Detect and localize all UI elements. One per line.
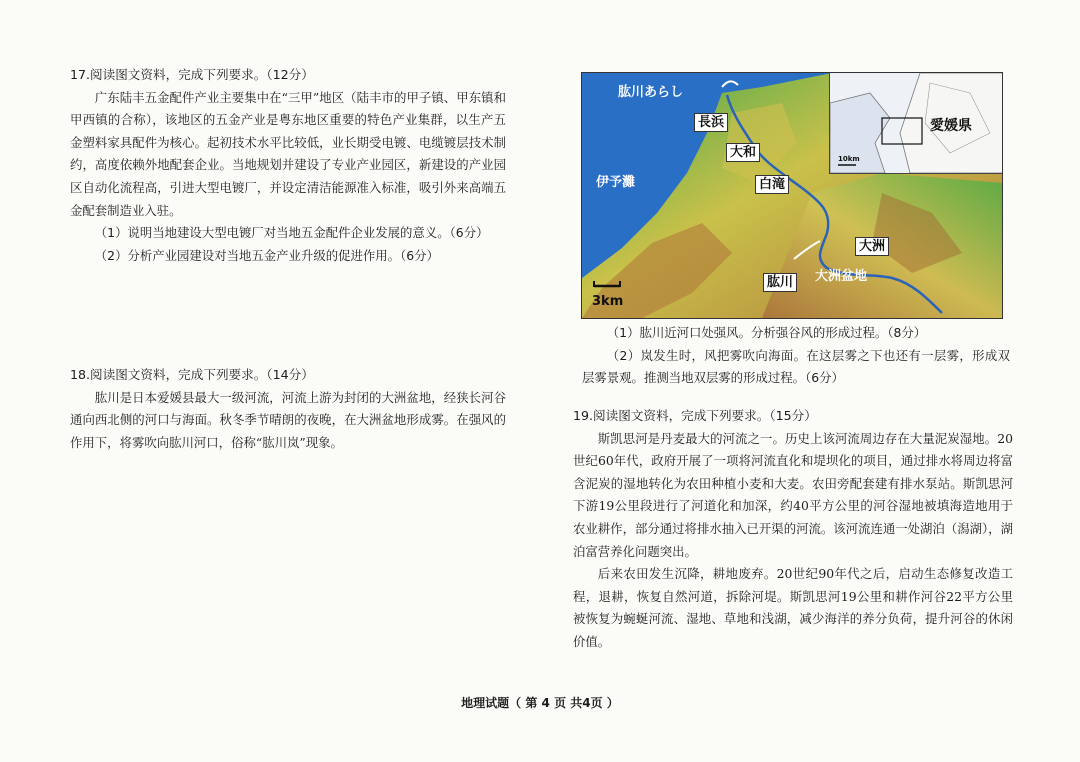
yamato-label: 大和 xyxy=(726,143,760,162)
question-19 xyxy=(573,405,1013,654)
hijikawa-relief-map xyxy=(581,72,1003,319)
footer-subject: 地理试题（ xyxy=(461,696,522,710)
q17-subquestion-2: （2）分析产业园建设对当地五金产业升级的促进作用。（6分） xyxy=(94,247,439,263)
scale-label: 3km xyxy=(592,294,624,309)
ehime-label: 愛媛県 xyxy=(930,118,972,134)
question-17 xyxy=(70,64,506,267)
ehime-inset-map xyxy=(829,73,1003,174)
ozu-label: 大洲 xyxy=(855,237,889,256)
q18-subquestion-2: （2）岚发生时，风把雾吹向海面。在这层雾之下也还有一层雾，形成双层雾景观。推测当地双层雾的形成过程。（6分） xyxy=(582,347,1010,386)
footer-close: ） xyxy=(606,696,619,710)
q19-paragraph-2: 后来农田发生沉降，耕地废弃。20世纪90年代之后，启动生态修复改造工程，退耕，恢复自然河道，拆除河堤。斯凯思河19公里和耕作河谷22平方公里被恢复为蜿蜒河流、湿地、草地和浅湖，减少海洋的养分负荷，提升河谷的休闲价值。 xyxy=(573,566,1013,649)
q19-paragraph-1: 斯凯思河是丹麦最大的河流之一。历史上该河流周边存在大量泥炭湿地。20世纪60年代，政府开展了一项将河流直化和堤坝化的项目，通过排水将周边将富含泥炭的湿地转化为农田种植小麦和大麦。农田旁配套建有排水泵站。斯凯思河下游19公里段进行了河道化和加深，约40平方公里的河谷湿地被填海造地用于农业耕作，部分通过将排水抽入已开渠的河流。该河流连通一处湖泊（潟湖），湖泊富营养化问题突出。 xyxy=(573,430,1013,559)
question-18 xyxy=(70,364,506,454)
q17-paragraph: 广东陆丰五金配件产业主要集中在“三甲”地区（陆丰市的甲子镇、甲东镇和甲西镇的合称），该地区的五金产业是粤东地区重要的特色产业集群，以生产五金塑料家具配件为核心。起初技术水平比较低，业长期受电镀、电缆镀层技术制约，高度依赖外地配套企业。当地规划并建设了专业产业园区，新建设的产业园区自动化流程高，引进大型电镀厂，并设定清洁能源准入标准，吸引外来高端五金配套制造业入驻。 xyxy=(70,89,506,218)
ozu-basin-label: 大洲盆地 xyxy=(815,269,868,284)
q17-subquestion-1: （1）说明当地建设大型电镀厂对当地五金配件企业发展的意义。（6分） xyxy=(94,225,489,241)
footer-page-number: 第 4 页 共4页 xyxy=(525,696,603,710)
shirataki-label: 白滝 xyxy=(755,175,789,194)
q18-paragraph: 肱川是日本爱媛县最大一级河流，河流上游为封闭的大洲盆地，经狭长河谷通向西北侧的河口与海面。秋冬季节晴朗的夜晚，在大洲盆地形成雾。在强风的作用下，将雾吹向肱川河口，俗称“肱川岚”现象。 xyxy=(70,389,506,450)
inset-scale-label: 10km xyxy=(838,155,860,163)
q19-heading: 19.阅读图文资料，完成下列要求。（15分） xyxy=(573,408,817,423)
arashi-label: 肱川あらし xyxy=(618,85,684,100)
iyonada-label: 伊予灘 xyxy=(596,175,636,190)
page-footer xyxy=(0,694,1080,711)
nagahama-label: 長浜 xyxy=(694,113,728,132)
q18-heading: 18.阅读图文资料，完成下列要求。（14分） xyxy=(70,367,314,382)
q18-subquestion-1: （1）肱川近河口处强风。分析强谷风的形成过程。（8分） xyxy=(606,325,927,340)
q17-heading: 17.阅读图文资料，完成下列要求。（12分） xyxy=(70,67,314,82)
hijikawa-label: 肱川 xyxy=(763,273,797,292)
q18-subquestions xyxy=(582,322,1010,390)
